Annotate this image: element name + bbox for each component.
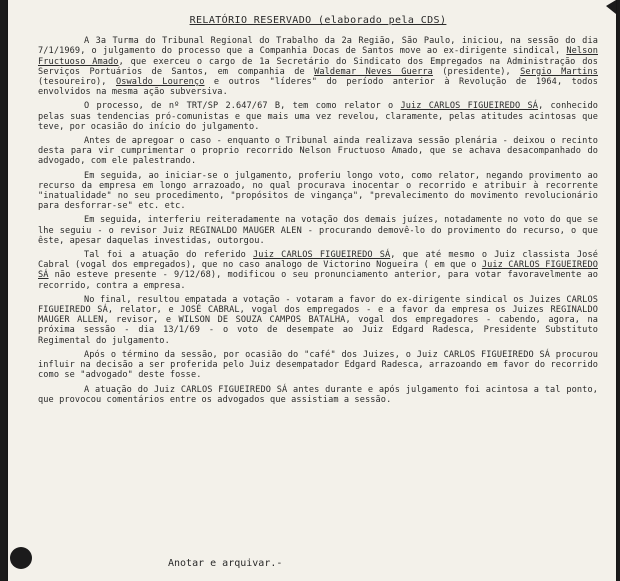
- paragraph: [38, 36, 598, 97]
- paragraph-text: , que exerceu o cargo de 1a Secretário do Sindicato dos Empregados na Administração dos Serviços Portuários de Santos, em companhia de: [38, 56, 599, 77]
- paragraph: [38, 101, 598, 132]
- paragraph: [38, 385, 598, 405]
- underlined-text: Juiz CARLOS FIGUEIREDO SÁ: [38, 260, 598, 281]
- paragraph-text: Tal foi a atuação do referido: [84, 250, 254, 261]
- paragraph: [38, 136, 598, 167]
- paragraph: [38, 295, 598, 346]
- paragraph-list: [38, 36, 598, 405]
- paragraph-text: Em seguida, interferiu reiteradamente na votação dos demais juízes, notadamente no voto do que se lhe seguiu - o revisor Juiz REGINALDO MAUGER ALEN - procurando demovê-lo do provimento do recurso, o que êste, apesar daquelas investidas, outorgou.: [38, 215, 598, 246]
- underlined-text: Juiz CARLOS FIGUEIREDO SÁ: [400, 101, 539, 112]
- document-body: [38, 16, 598, 409]
- underlined-text: Sergio Martins: [520, 66, 598, 77]
- paragraph-text: Em seguida, ao iniciar-se o julgamento, proferiu longo voto, como relator, negando provimento ao recurso da empresa em longo arrazoado, no qual procurava inocentar o recorrido e atribuir à recorrente "inatualidade" no seu procedimento, "propósitos de vingança", "prevalecimento do movimento revolucionário para desforrar-se" etc. etc.: [38, 170, 598, 212]
- paragraph: [38, 350, 598, 381]
- underlined-text: Juiz CARLOS FIGUEIREDO SÁ: [253, 250, 391, 261]
- paragraph: [38, 215, 598, 246]
- document-page: [8, 0, 616, 581]
- closing-note: Anotar e arquivar.-: [168, 558, 283, 569]
- paragraph-text: A atuação do Juiz CARLOS FIGUEIREDO SÁ antes durante e após julgamento foi acintosa a tal ponto, que provocou comentários entre os advogados que assistiam a sessão.: [38, 384, 598, 405]
- underlined-text: Nelson Fructuoso Amado: [38, 46, 598, 67]
- paragraph-text: não esteve presente - 9/12/68), modificou o seu pronunciamento anterior, para votar favoravelmente ao recorrido, contra a empresa.: [38, 270, 598, 291]
- underlined-text: Waldemar Neves Guerra: [314, 66, 433, 77]
- paragraph-text: No final, resultou empatada a votação - votaram a favor do ex-dirigente sindical os Juizes CARLOS FIGUEIREDO SÁ, relator, e JOSÉ CABRAL, vogal dos empregados - e a favor da empresa os Juizes REGINALDO MAUGER ALLEN, revisor, e WILSON DE SOUZA CAMPOS BATALHA, vogal dos empregadores - cabendo, agora, na próxima sessão - dia 13/1/69 - o voto de desempate ao Juiz Edgard Radesca, Presidente Substituto Regimental do julgamento.: [38, 294, 598, 346]
- paragraph-text: e outros "líderes" do período anterior à Revolução de 1964, todos envolvidos na mesma ação subversiva.: [38, 77, 598, 98]
- paragraph-text: A 3a Turma do Tribunal Regional do Trabalho da 2a Região, São Paulo, iniciou, na sessão do dia 7/1/1969, o julgamento do processo que a Companhia Docas de Santos move ao ex-dirigente sindical,: [38, 36, 598, 57]
- paragraph-text: (tesoureiro),: [38, 77, 116, 88]
- paragraph-text: Antes de apregoar o caso - enquanto o Tribunal ainda realizava sessão plenária - deixou o recinto desta para vir cumprimentar o proprio recorrido Nelson Fructuoso Amado, que se achava desacompanhado do advogado, com ele palestrando.: [38, 136, 598, 167]
- underlined-text: Oswaldo Lourenço: [115, 77, 205, 88]
- paragraph-text: (presidente),: [432, 66, 521, 77]
- paragraph: [38, 171, 598, 212]
- paragraph: [38, 250, 598, 291]
- document-title: RELATÓRIO RESERVADO (elaborado pela CDS): [189, 15, 447, 26]
- punch-hole-mark: [10, 547, 32, 569]
- paragraph-text: , que até mesmo o Juiz classista José Cabral (vogal dos empregados), que no caso analogo de Victorino Nogueira ( em que o: [38, 250, 598, 271]
- paragraph-text: , conhecido pelas suas tendencias pró-comunistas e que mais uma vez revelou, claramente, pelas atitudes acintosas que teve, por ocasião do início do julgamento.: [38, 101, 598, 132]
- paragraph-text: Após o término da sessão, por ocasião do "café" dos Juizes, o Juiz CARLOS FIGUEIREDO SÁ procurou influir na decisão a ser proferida pelo Juiz desempatador Edgard Radesca, arrazoando em favor do recorrido como se "advogado" deste fosse.: [38, 349, 598, 381]
- paragraph-text: O processo, de nº TRT/SP 2.647/67 B, tem como relator o: [84, 101, 401, 112]
